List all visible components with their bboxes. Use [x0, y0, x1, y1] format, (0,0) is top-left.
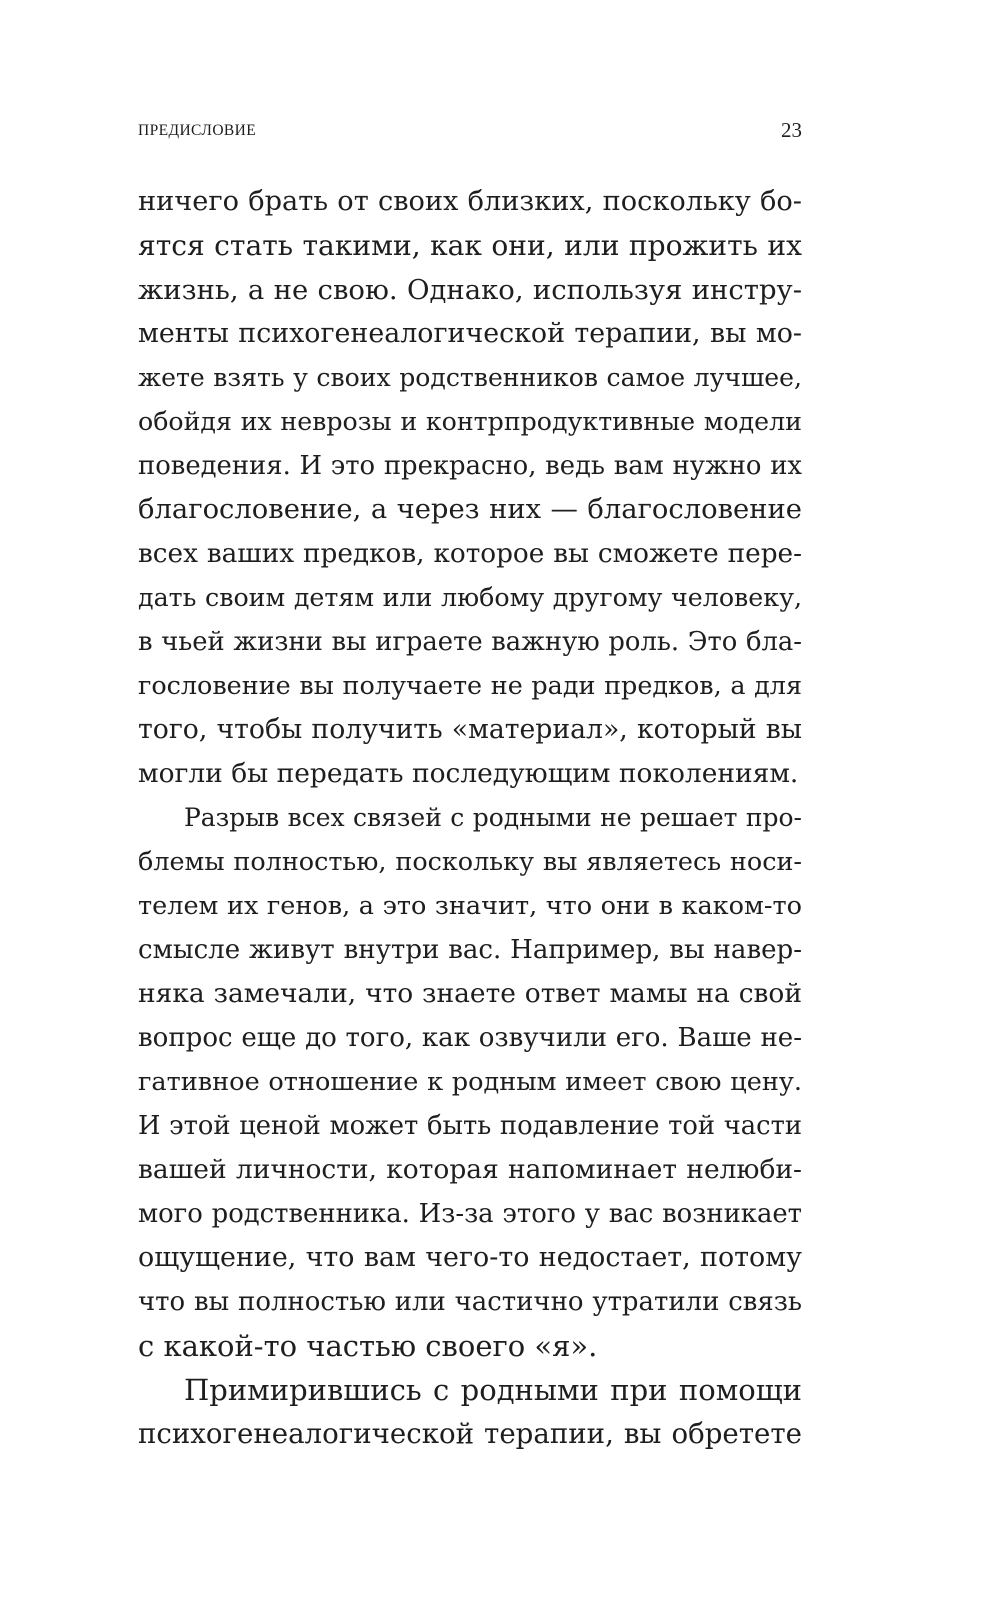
text-line: телем их генов, а это значит, что они в каком-то	[138, 891, 802, 921]
text-line: ощущение, что вам чего-то недостает, потому	[138, 1242, 802, 1273]
paragraph-2	[138, 796, 802, 1368]
body-text	[138, 180, 802, 1456]
section-title: ПРЕДИСЛОВИЕ	[138, 122, 257, 139]
text-line: Разрыв всех связей с родными не решает про-	[184, 803, 802, 832]
text-line: гословение вы получаете не ради предков, а для	[138, 671, 802, 701]
text-line: жизнь, а не свою. Однако, используя инстру-	[138, 274, 802, 306]
text-line: смысле живут внутри вас. Например, вы навер-	[138, 935, 802, 965]
text-line: что вы полностью или частично утратили связь	[138, 1287, 802, 1317]
text-line: благословение, а через них — благословение	[138, 494, 802, 525]
text-line: няка замечали, что знаете ответ мамы на свой	[138, 978, 802, 1009]
text-line: психогенеалогической терапии, вы обретете	[138, 1417, 802, 1450]
text-line: ятся стать такими, как они, или прожить их	[138, 229, 802, 262]
text-line: всех ваших предков, которое вы сможете пере-	[138, 539, 802, 569]
paragraph-1	[138, 180, 802, 796]
text-line: дать своим детям или любому другому человеку,	[138, 583, 802, 612]
text-line: мого родственника. Из-за этого у вас возникает	[138, 1199, 802, 1229]
text-line: гативное отношение к родным имеет свою цену.	[138, 1067, 802, 1097]
text-line: жете взять у своих родственников самое лучшее,	[138, 363, 802, 392]
text-line: Примирившись с родными при помощи	[184, 1373, 802, 1407]
text-line: обойдя их неврозы и контрпродуктивные модели	[138, 407, 802, 436]
text-line: в чьей жизни вы играете важную роль. Это бла-	[138, 627, 802, 657]
text-line: блемы полностью, поскольку вы являетесь носи-	[138, 847, 802, 877]
text-line: того, чтобы получить «материал», который вы	[138, 714, 802, 745]
text-line: менты психогенеалогической терапии, вы мо-	[138, 318, 802, 349]
text-line: могли бы передать последующим поколениям.	[138, 758, 799, 789]
text-line: вашей личности, которая напоминает нелюби-	[138, 1154, 802, 1185]
text-line: с какой-то частью своего «я».	[138, 1329, 598, 1363]
text-line: ничего брать от своих близких, поскольку бо-	[138, 186, 802, 217]
text-line: вопрос еще до того, как озвучили его. Ваше не-	[138, 1023, 802, 1053]
page-number: 23	[781, 118, 802, 142]
text-line: поведения. И это прекрасно, ведь вам нужно их	[138, 451, 802, 481]
paragraph-3	[138, 1368, 802, 1456]
running-head	[138, 118, 802, 148]
text-line: И этой ценой может быть подавление той части	[138, 1111, 802, 1141]
